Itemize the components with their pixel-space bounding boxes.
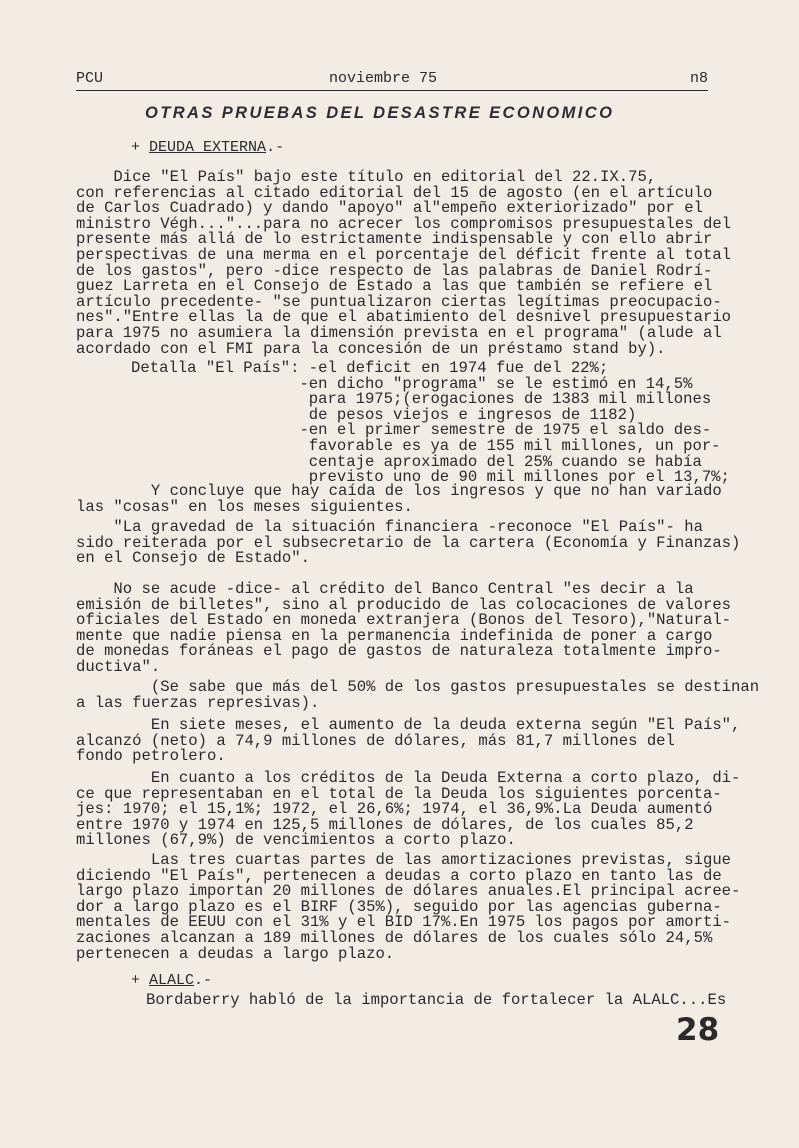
section-bullet: + — [131, 972, 141, 989]
paragraph-credito: No se acude -dice- al crédito del Banco Central "es decir a la emisión de billetes", sino al producido de las colocaciones de valores oficiales del Estado en moneda extranjera (Bonos del Tesoro),"Natural- mente que nadie piensa en la permanencia indefinida de poner a cargo de monedas foráneas el pago de gastos de naturaleza totalmente impro- ductiva". — [76, 580, 732, 676]
paragraph-detail-list: Detalla "El País": -el deficit en 1974 fue del 22%; -en dicho "programa" se le estimó en 14,5% para 1975;(erogaciones de 1383 mil millones de pesos viejos e ingresos de 1182) -en el primer semestre de 1975 el saldo des- favorable es ya de 155 mil millones, un por- centaje aproximado del 25% cuando se había previsto uno de 90 mil millones por el 13,7%; — [131, 359, 730, 487]
header-publication: PCU — [76, 70, 104, 87]
paragraph-alalc: Bordaberry habló de la importancia de fortalecer la ALALC...Es — [146, 991, 727, 1009]
header-issue-number: n8 — [689, 70, 708, 87]
section-heading-alalc — [131, 972, 212, 990]
section-title: ALALC — [149, 972, 195, 989]
section-title: DEUDA EXTERNA — [149, 139, 267, 156]
paragraph-gastos-represivos: (Se sabe que más del 50% de los gastos presupuestales se destinan a las fuerzas represivas). — [76, 678, 760, 712]
paragraph-conclusion: Y concluye que hay caída de los ingresos y que no han variado las "cosas" en los meses siguientes. — [76, 482, 722, 516]
header-date: noviembre 75 — [329, 70, 438, 87]
section-suffix: .- — [266, 139, 285, 156]
section-heading-deuda-externa — [131, 139, 284, 157]
paragraph-amortizaciones: Las tres cuartas partes de las amortizaciones previstas, sigue diciendo "El País", pertenecen a deudas a corto plazo en tanto las de largo plazo importan 20 millones de dólares anuales.El principal acree- dor a largo plazo es el BIRF (35%), seguido por las agencias guberna- mentales de EEUU con el 31% y el BID 17%.En 1975 los pagos por amorti- zaciones alcanzan a 189 millones de dólares de los cuales sólo 24,5% pertenecen a deudas a largo plazo. — [76, 851, 741, 963]
paragraph-gravedad: "La gravedad de la situación financiera -reconoce "El País"- ha sido reiterada por el subsecretario de la cartera (Economía y Finanzas) en el Consejo de Estado". — [76, 518, 741, 568]
paragraph-deuda-externa: En siete meses, el aumento de la deuda externa según "El País", alcanzó (neto) a 74,9 millones de dólares, más 81,7 millones del fondo petrolero. — [76, 716, 741, 766]
page-header — [76, 70, 708, 91]
paragraph-editorial: Dice "El País" bajo este título en editorial del 22.IX.75, con referencias al citado editorial del 15 de agosto (en el artículo de Carlos Cuadrado) y dando "apoyo" al"empeño exteriorizado" por el ministro Végh..."...para no acrecer los compromisos presupuestales del presente más allá de lo estrictamente indispensable y con ello abrir perspectivas de una merma en el porcentaje del déficit frente al total de los gastos", pero -dice respecto de las palabras de Daniel Rodrí- guez Larreta en el Consejo de Estado a las que también se refiere el artículo precedente- "se puntualizaron ciertas legítimas preocupacio- nes"."Entre ellas la de que el abatimiento del desnivel presupuestario para 1975 no asumiera la dimensión prevista en el programa" (alude al acordado con el FMI para la concesión de un préstamo stand by). — [76, 168, 732, 358]
page-number: 28 — [676, 1012, 720, 1048]
section-suffix: .- — [194, 972, 213, 989]
article-title: OTRAS PRUEBAS DEL DESASTRE ECONOMICO — [145, 104, 615, 122]
section-bullet: + — [131, 139, 141, 156]
paragraph-corto-plazo: En cuanto a los créditos de la Deuda Externa a corto plazo, di- ce que representaban en el total de la Deuda los siguientes porcenta- jes: 1970; el 15,1%; 1972, el 26,6%; 1974, el 36,9%.La Deuda aumentó entre 1970 y 1974 en 125,5 millones de dólares, de los cuales 85,2 millones (67,9%) de vencimientos a corto plazo. — [76, 769, 741, 850]
